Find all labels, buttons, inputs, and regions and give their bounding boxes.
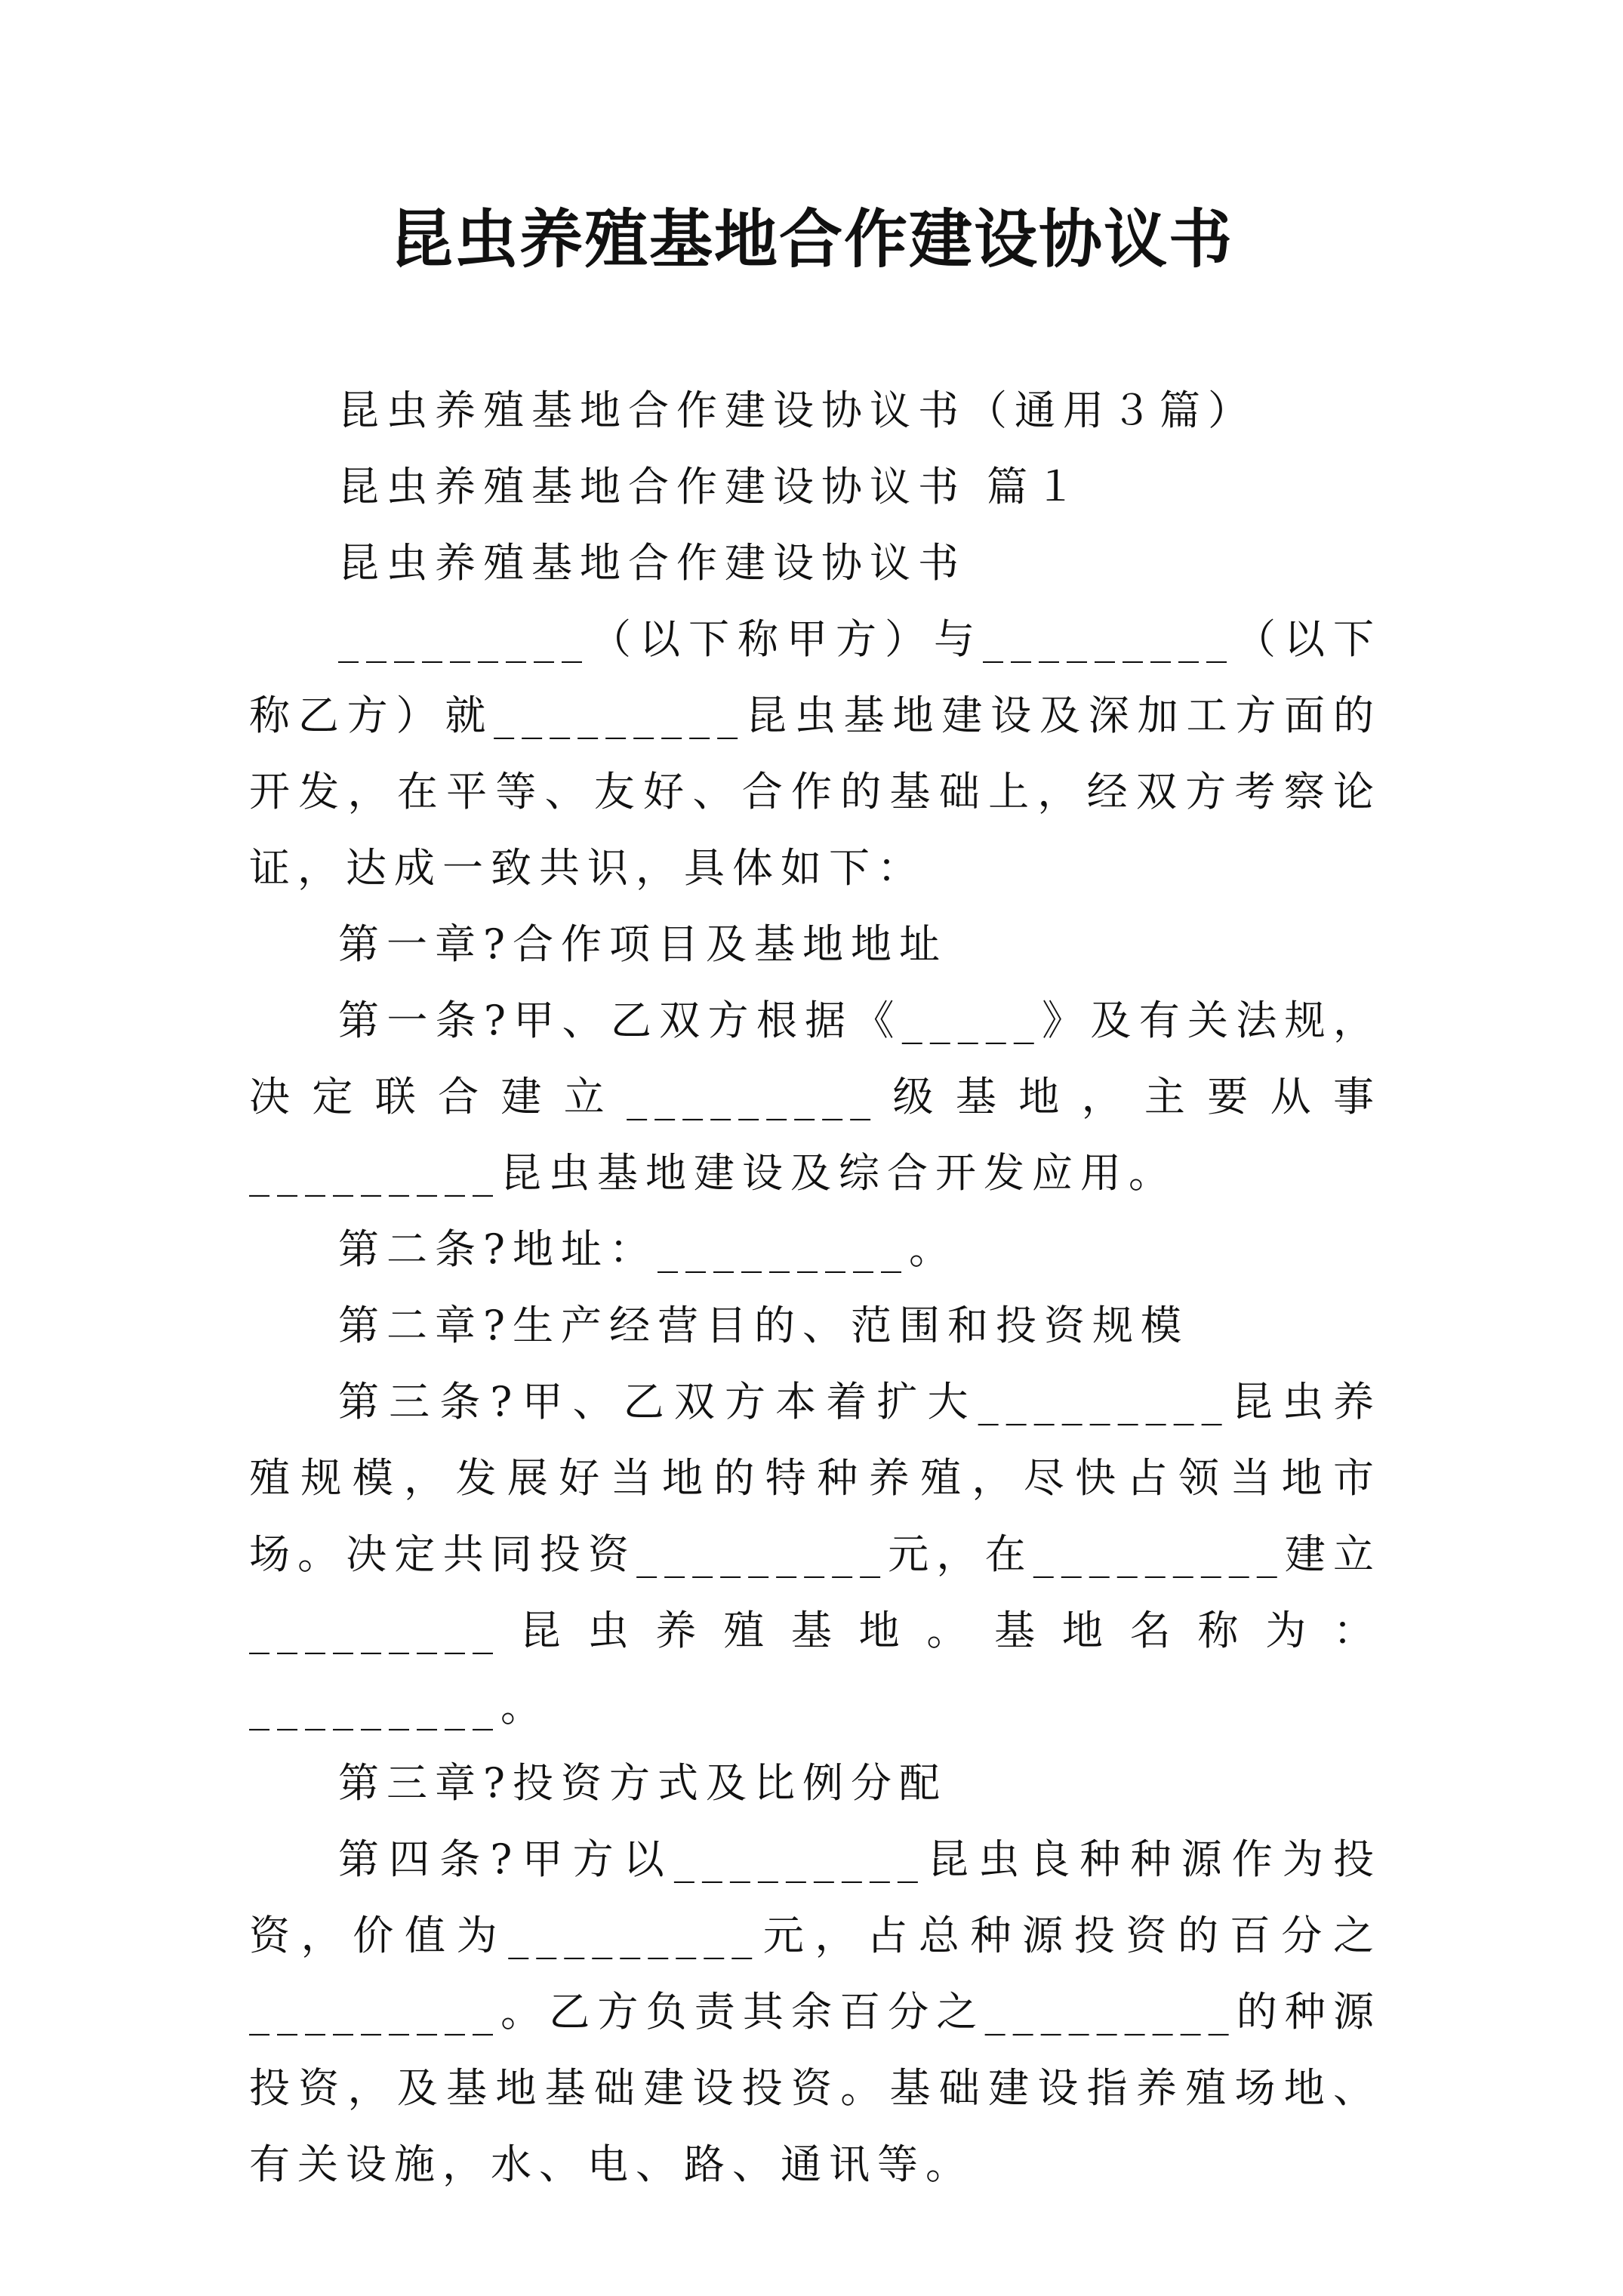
document-title: 昆虫养殖基地合作建设协议书: [389, 202, 1233, 276]
document-body: [249, 372, 1381, 2202]
chapter-heading: 第三章?投资方式及比例分配: [338, 1759, 947, 1807]
article-paragraph: 第二条?地址：_________。: [338, 1225, 957, 1273]
preamble-paragraph: _________（以下称甲方）与_________（以下称乙方）就_________昆虫基地建设及深加工方面的开发，在平等、友好、合作的基础上，经双方考察论证，达成一致共识，具体如下：: [249, 615, 1381, 892]
chapter-heading: 第一章?合作项目及基地地址: [338, 920, 947, 968]
document-subtitle: 昆虫养殖基地合作建设协议书（通用３篇）: [338, 387, 1256, 434]
article-paragraph: 第三条?甲、乙双方本着扩大_________昆虫养殖规模，发展好当地的特种养殖，尽快占领当地市场。决定共同投资_________元，在_________建立_________昆虫养殖基地。基地名称为：_________。: [249, 1378, 1381, 1730]
article-paragraph: 第一条?甲、乙双方根据《_____》及有关法规，决定联合建立_________级基地，主要从事_________昆虫基地建设及综合开发应用。: [249, 997, 1381, 1197]
section-heading: 昆虫养殖基地合作建设协议书 篇１: [338, 463, 1084, 510]
chapter-heading: 第二章?生产经营目的、范围和投资规模: [338, 1302, 1189, 1349]
agreement-name: 昆虫养殖基地合作建设协议书: [338, 539, 966, 587]
article-paragraph: 第四条?甲方以_________昆虫良种种源作为投资，价值为_________元，占总种源投资的百分之_________。乙方负责其余百分之_________的种源投资，及基地基础建设投资。基础建设指养殖场地、有关设施，水、电、路、通讯等。: [249, 1835, 1381, 2188]
